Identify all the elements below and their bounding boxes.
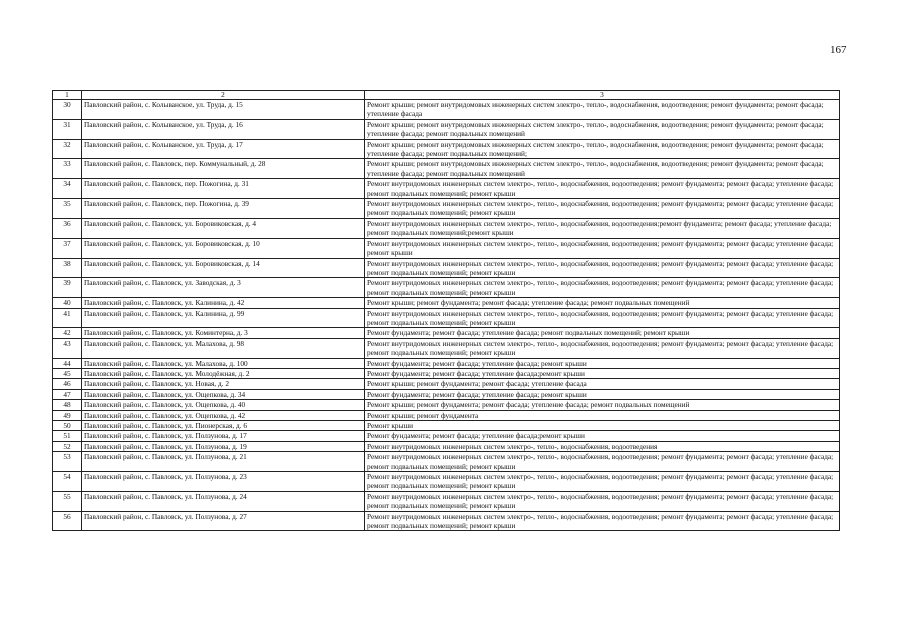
address: Павловский район, с. Павловск, пер. Пожогина, д. 39	[82, 199, 365, 219]
row-number: 37	[53, 238, 82, 258]
address: Павловский район, с. Павловск, ул. Коминтерна, д. 3	[82, 328, 365, 338]
address: Павловский район, с. Павловск, ул. Боровиковская, д. 4	[82, 218, 365, 238]
row-number: 32	[53, 139, 82, 159]
table-row	[53, 452, 840, 472]
table-row	[53, 159, 840, 179]
table-row	[53, 511, 840, 531]
table-header-row	[53, 91, 840, 100]
row-number: 54	[53, 472, 82, 492]
row-number: 41	[53, 308, 82, 328]
table-row	[53, 410, 840, 420]
table-row	[53, 119, 840, 139]
row-number: 35	[53, 199, 82, 219]
row-number: 36	[53, 218, 82, 238]
address: Павловский район, с. Павловск, ул. Заводская, д. 3	[82, 278, 365, 298]
address: Павловский район, с. Павловск, ул. Малахова, д. 98	[82, 338, 365, 358]
work-types: Ремонт внутридомовых инженерных систем электро-, тепло-, водоснабжения, водоотведения; ремонт фундамента; ремонт фасада; утепление фасада; ремонт подвальных помещений; ремонт крыши	[365, 472, 840, 492]
table-row	[53, 328, 840, 338]
address: Павловский район, с. Колыванское, ул. Труда, д. 17	[82, 139, 365, 159]
table-row	[53, 368, 840, 378]
address: Павловский район, с. Павловск, ул. Ползунова, д. 24	[82, 491, 365, 511]
work-types: Ремонт крыши; ремонт внутридомовых инженерных систем электро-, тепло-, водоснабжения, водоотведения; ремонт фундамента; ремонт фасада; утепление фасада	[365, 100, 840, 120]
address: Павловский район, с. Павловск, ул. Ползунова, д. 17	[82, 431, 365, 441]
work-types: Ремонт крыши; ремонт фундамента; ремонт фасада; утепление фасада; ремонт подвальных помещений	[365, 298, 840, 308]
row-number: 43	[53, 338, 82, 358]
work-types: Ремонт внутридомовых инженерных систем электро-, тепло-, водоснабжения, водоотведения	[365, 441, 840, 451]
table-row	[53, 218, 840, 238]
address: Павловский район, с. Павловск, ул. Калинина, д. 42	[82, 298, 365, 308]
row-number: 38	[53, 258, 82, 278]
column-header-3: 3	[365, 91, 840, 100]
work-types: Ремонт внутридомовых инженерных систем электро-, тепло-, водоснабжения, водоотведения; ремонт фундамента; ремонт фасада; утепление фасада; ремонт подвальных помещений; ремонт крыши	[365, 199, 840, 219]
address: Павловский район, с. Павловск, ул. Ползунова, д. 27	[82, 511, 365, 531]
row-number: 49	[53, 410, 82, 420]
address: Павловский район, с. Павловск, ул. Ощепкова, д. 40	[82, 400, 365, 410]
work-types: Ремонт крыши; ремонт внутридомовых инженерных систем электро-, тепло-, водоснабжения, водоотведения; ремонт фундамента; ремонт фасада; утепление фасада; ремонт подвальных помещений	[365, 159, 840, 179]
work-types: Ремонт крыши; ремонт внутридомовых инженерных систем электро-, тепло-, водоснабжения, водоотведения; ремонт фундамента; ремонт фасада; утепление фасада; ремонт подвальных помещений	[365, 119, 840, 139]
work-types: Ремонт внутридомовых инженерных систем электро-, тепло-, водоснабжения, водоотведения; ремонт фундамента; ремонт фасада; утепление фасада; ремонт подвальных помещений; ремонт крыши	[365, 511, 840, 531]
work-types: Ремонт фундамента; ремонт фасада; утепление фасада; ремонт крыши	[365, 358, 840, 368]
work-types: Ремонт внутридомовых инженерных систем электро-, тепло-, водоснабжения, водоотведения; ремонт фундамента; ремонт фасада; утепление фасада; ремонт крыши	[365, 238, 840, 258]
row-number: 46	[53, 379, 82, 389]
table-row	[53, 298, 840, 308]
table-row	[53, 199, 840, 219]
address: Павловский район, с. Колыванское, ул. Труда, д. 15	[82, 100, 365, 120]
row-number: 55	[53, 491, 82, 511]
work-types: Ремонт фундамента; ремонт фасада; утепление фасада; ремонт крыши	[365, 389, 840, 399]
address: Павловский район, с. Павловск, ул. Малахова, д. 100	[82, 358, 365, 368]
address: Павловский район, с. Павловск, пер. Пожогина, д. 31	[82, 179, 365, 199]
table-row	[53, 431, 840, 441]
row-number: 33	[53, 159, 82, 179]
address: Павловский район, с. Павловск, ул. Новая, д. 2	[82, 379, 365, 389]
table-row	[53, 100, 840, 120]
row-number: 50	[53, 421, 82, 431]
address: Павловский район, с. Павловск, ул. Ползунова, д. 21	[82, 452, 365, 472]
work-types: Ремонт внутридомовых инженерных систем электро-, тепло-, водоснабжения, водоотведения;ремонт фундамента; ремонт фасада; утепление фасада; ремонт подвальных помещений;ремонт крыши	[365, 218, 840, 238]
work-types: Ремонт крыши; ремонт фундамента; ремонт фасада; утепление фасада; ремонт подвальных помещений	[365, 400, 840, 410]
table-row	[53, 400, 840, 410]
address: Павловский район, с. Павловск, пер. Коммунальный, д. 28	[82, 159, 365, 179]
table-row	[53, 179, 840, 199]
work-types: Ремонт фундамента; ремонт фасада; утепление фасада;ремонт крыши	[365, 368, 840, 378]
table-row	[53, 308, 840, 328]
address: Павловский район, с. Павловск, ул. Ощепкова, д. 42	[82, 410, 365, 420]
row-number: 31	[53, 119, 82, 139]
work-types: Ремонт крыши; ремонт внутридомовых инженерных систем электро-, тепло-, водоснабжения, водоотведения; ремонт фундамента; ремонт фасада; утепление фасада; ремонт подвальных помещений;	[365, 139, 840, 159]
work-types: Ремонт внутридомовых инженерных систем электро-, тепло-, водоснабжения, водоотведения; ремонт фундамента; ремонт фасада; утепление фасада; ремонт подвальных помещений; ремонт крыши	[365, 278, 840, 298]
work-types: Ремонт внутридомовых инженерных систем электро-, тепло-, водоснабжения, водоотведения; ремонт фундамента; ремонт фасада; утепление фасада; ремонт подвальных помещений; ремонт крыши	[365, 338, 840, 358]
row-number: 47	[53, 389, 82, 399]
address: Павловский район, с. Павловск, ул. Калинина, д. 99	[82, 308, 365, 328]
table-row	[53, 238, 840, 258]
table-row	[53, 421, 840, 431]
column-header-2: 2	[82, 91, 365, 100]
table-row	[53, 139, 840, 159]
table-row	[53, 389, 840, 399]
table-body	[53, 100, 840, 531]
address: Павловский район, с. Павловск, ул. Боровиковская, д. 14	[82, 258, 365, 278]
address: Павловский район, с. Павловск, ул. Пионерская, д. 6	[82, 421, 365, 431]
work-types: Ремонт фундамента; ремонт фасада; утепление фасада;ремонт крыши	[365, 431, 840, 441]
row-number: 52	[53, 441, 82, 451]
work-types: Ремонт крыши	[365, 421, 840, 431]
table-row	[53, 379, 840, 389]
work-types: Ремонт внутридомовых инженерных систем электро-, тепло-, водоснабжения, водоотведения; ремонт фундамента; ремонт фасада; утепление фасада; ремонт подвальных помещений; ремонт крыши	[365, 452, 840, 472]
page-number: 167	[830, 44, 847, 56]
work-types: Ремонт внутридомовых инженерных систем электро-, тепло-, водоснабжения, водоотведения; ремонт фундамента; ремонт фасада; утепление фасада; ремонт подвальных помещений; ремонт крыши	[365, 179, 840, 199]
table-row	[53, 358, 840, 368]
row-number: 56	[53, 511, 82, 531]
address: Павловский район, с. Павловск, ул. Боровиковская, д. 10	[82, 238, 365, 258]
column-header-1: 1	[53, 91, 82, 100]
address: Павловский район, с. Павловск, ул. Молодёжная, д. 2	[82, 368, 365, 378]
work-types: Ремонт крыши; ремонт фундамента	[365, 410, 840, 420]
table-row	[53, 491, 840, 511]
address: Павловский район, с. Павловск, ул. Ползунова, д. 19	[82, 441, 365, 451]
table-row	[53, 278, 840, 298]
work-types: Ремонт фундамента; ремонт фасада; утепление фасада; ремонт подвальных помещений; ремонт крыши	[365, 328, 840, 338]
row-number: 45	[53, 368, 82, 378]
row-number: 30	[53, 100, 82, 120]
row-number: 44	[53, 358, 82, 368]
repair-works-table	[52, 90, 840, 531]
row-number: 39	[53, 278, 82, 298]
row-number: 53	[53, 452, 82, 472]
address: Павловский район, с. Колыванское, ул. Труда, д. 16	[82, 119, 365, 139]
row-number: 34	[53, 179, 82, 199]
row-number: 42	[53, 328, 82, 338]
table-row	[53, 472, 840, 492]
address: Павловский район, с. Павловск, ул. Ползунова, д. 23	[82, 472, 365, 492]
work-types: Ремонт внутридомовых инженерных систем электро-, тепло-, водоснабжения, водоотведения; ремонт фундамента; ремонт фасада; утепление фасада; ремонт подвальных помещений; ремонт крыши	[365, 491, 840, 511]
row-number: 40	[53, 298, 82, 308]
table-row	[53, 258, 840, 278]
table-row	[53, 441, 840, 451]
row-number: 48	[53, 400, 82, 410]
work-types: Ремонт внутридомовых инженерных систем электро-, тепло-, водоснабжения, водоотведения; ремонт фундамента; ремонт фасада; утепление фасада; ремонт подвальных помещений; ремонт крыши	[365, 258, 840, 278]
row-number: 51	[53, 431, 82, 441]
work-types: Ремонт крыши; ремонт фундамента; ремонт фасада; утепление фасада	[365, 379, 840, 389]
address: Павловский район, с. Павловск, ул. Ощепкова, д. 34	[82, 389, 365, 399]
work-types: Ремонт внутридомовых инженерных систем электро-, тепло-, водоснабжения, водоотведения; ремонт фундамента; ремонт фасада; утепление фасада; ремонт подвальных помещений; ремонт крыши	[365, 308, 840, 328]
table-row	[53, 338, 840, 358]
